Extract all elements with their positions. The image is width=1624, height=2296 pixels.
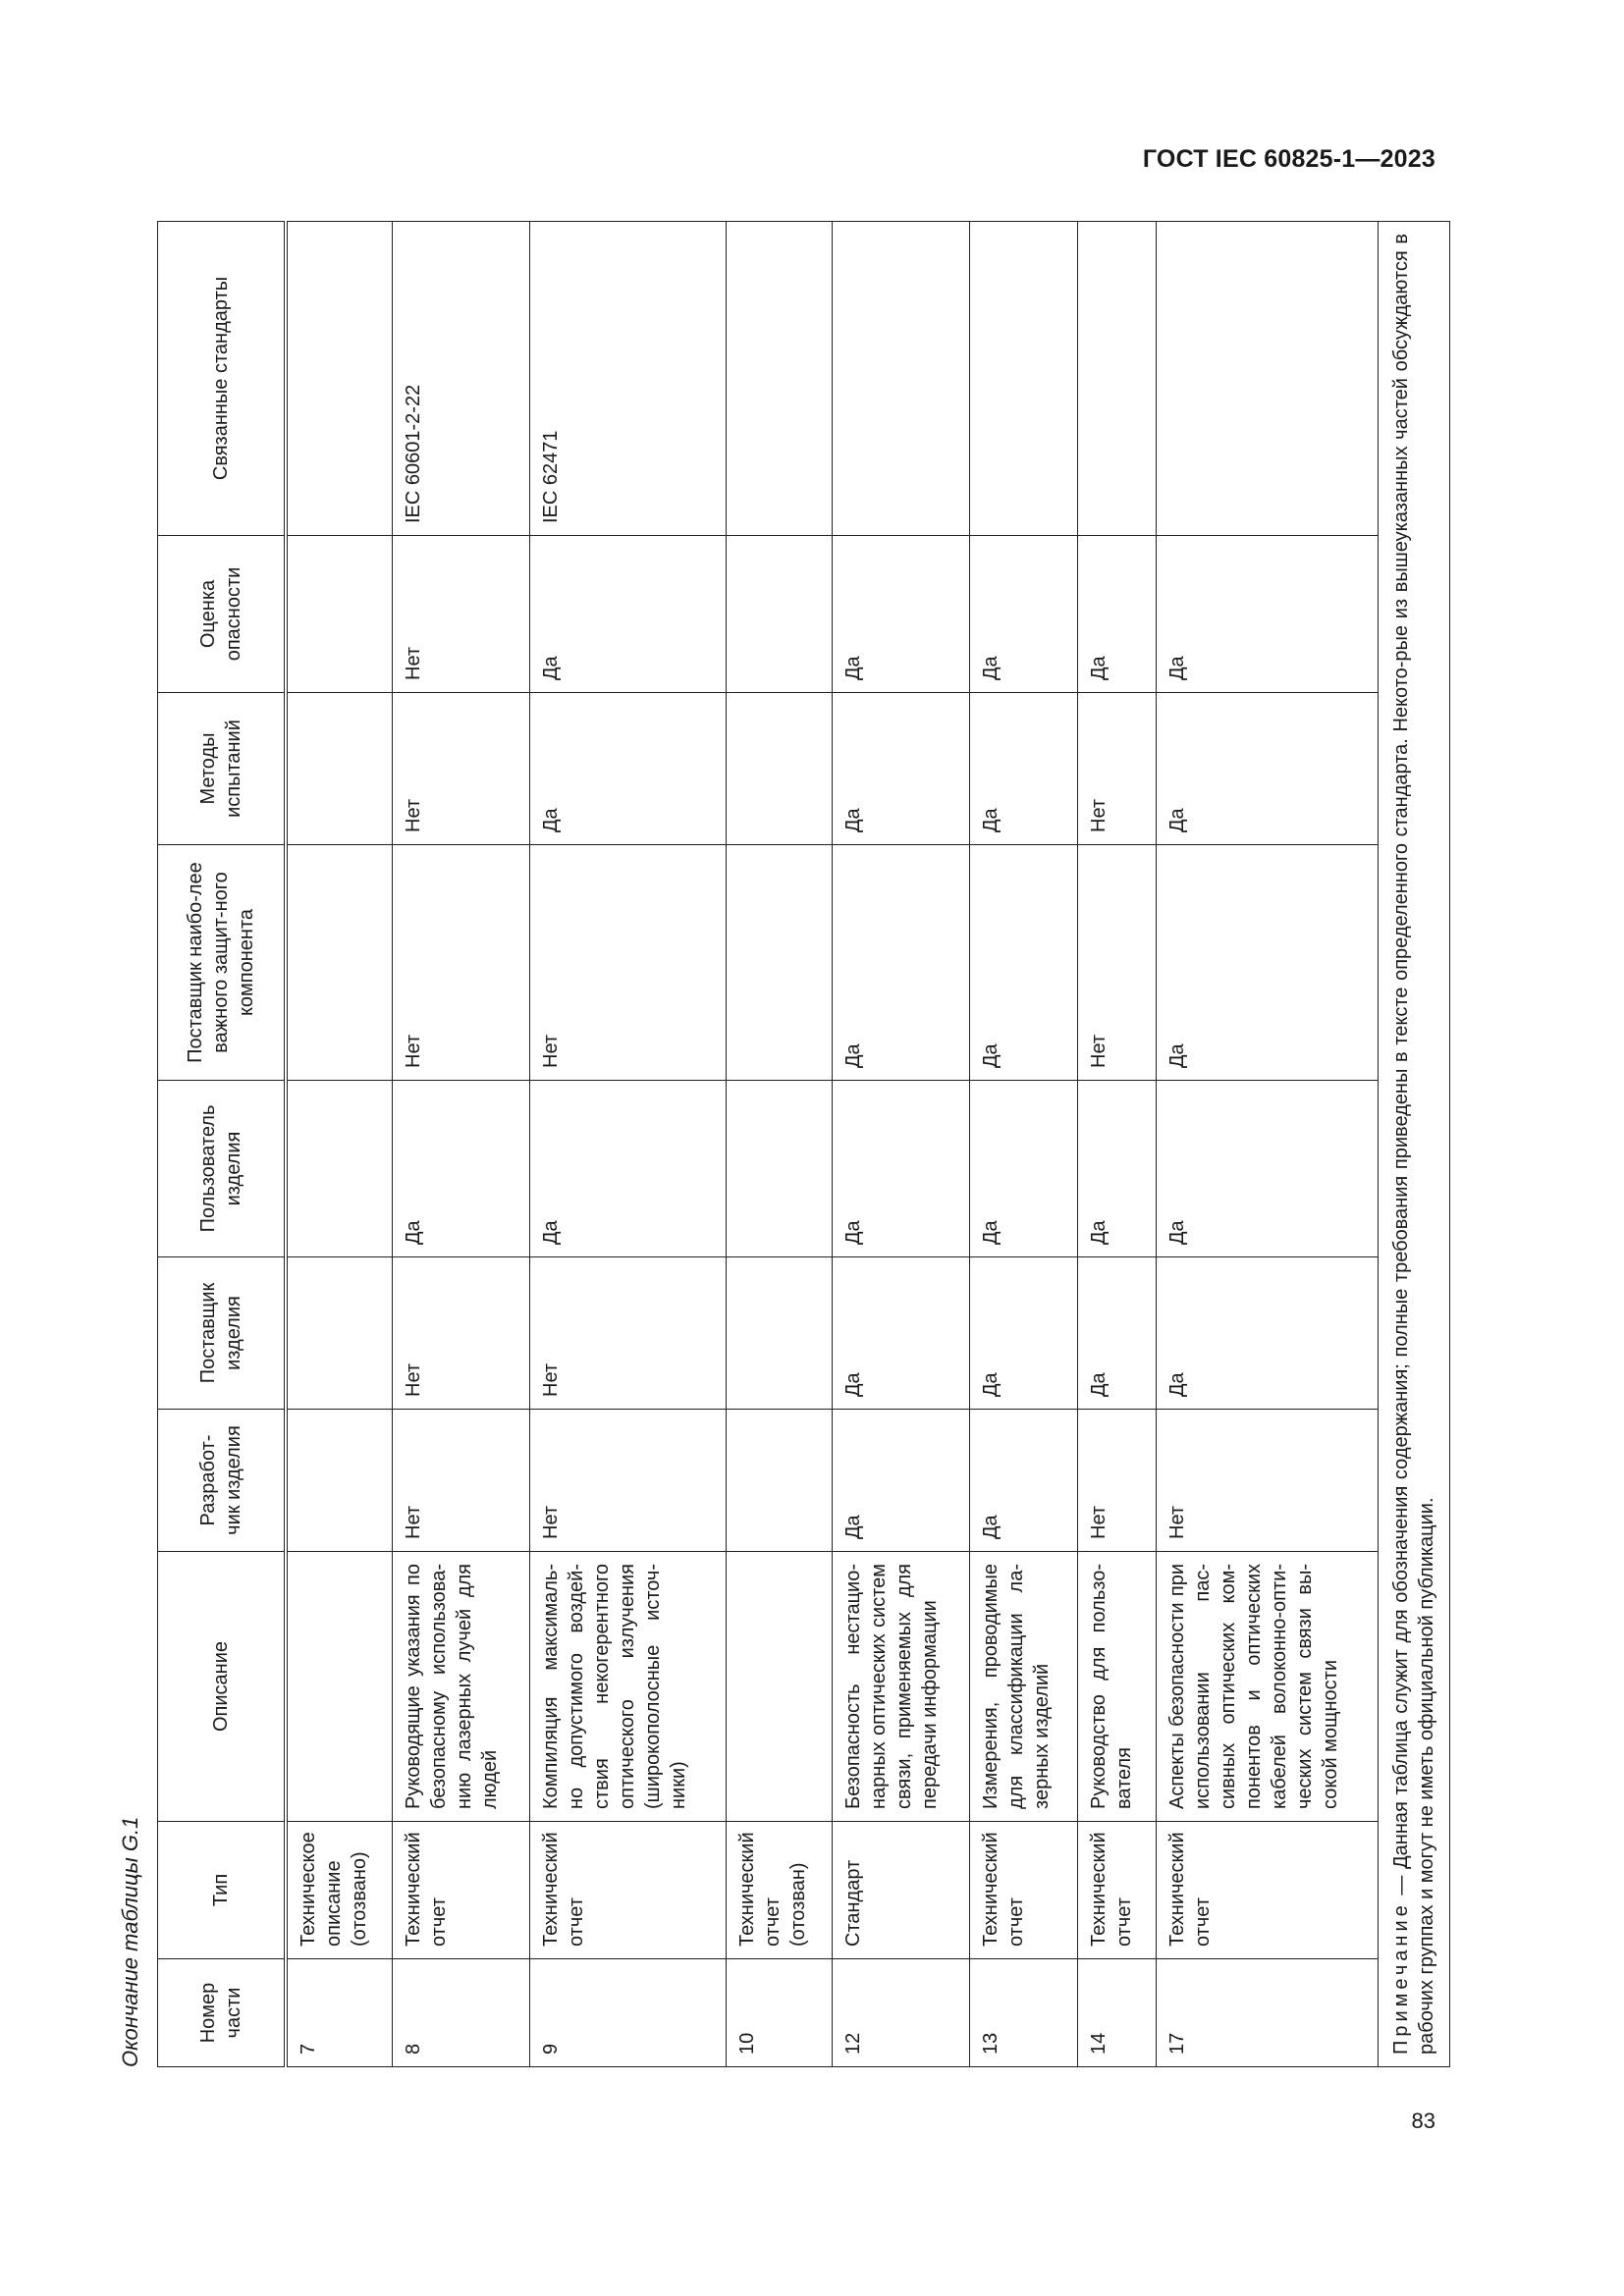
table-cell: Нет [392,845,529,1081]
table-cell: Техническое описание (отозвано) [286,1822,392,1959]
column-header: Пользователь изделия [158,1081,287,1257]
table-cell: 13 [969,1959,1077,2067]
table-cell: Да [529,693,726,845]
table-cell: Да [832,536,969,693]
table-row [286,222,392,2067]
table-cell: IEC 62471 [529,222,726,536]
table-cell: Измерения, проводимые для классификации ла-зерных изделий [969,1552,1077,1822]
table-note [1378,222,1449,2067]
rotated-table-block [106,222,1443,2067]
column-header: Номер части [158,1959,287,2067]
table-cell: 17 [1156,1959,1378,2067]
table-cell: Безопасность нестацио-нарных оптических систем связи, применяемых для передачи информации [832,1552,969,1822]
table-header-row [158,222,287,2067]
table-caption: Окончание таблицы G.1 [118,1816,142,2067]
table-cell: Да [969,536,1077,693]
table-cell [1077,222,1156,536]
table-cell: Технический отчет [1077,1822,1156,1959]
column-header: Описание [158,1552,287,1822]
table-cell [726,1081,832,1257]
table-cell: Нет [529,1410,726,1552]
table-cell: Да [832,1257,969,1410]
table-cell [969,222,1077,536]
table-cell [726,536,832,693]
table-cell: Нет [392,693,529,845]
table-cell: Да [832,845,969,1081]
table-cell: Аспекты безопасности при использовании пас-сивных оптических ком-понентов и оптических кабелей волоконно-опти-ческих систем связи вы-сокой мощности [1156,1552,1378,1822]
table-cell: Да [969,845,1077,1081]
table-cell: Нет [392,1257,529,1410]
table-cell: 9 [529,1959,726,2067]
table-cell: Нет [1077,1410,1156,1552]
table-row [529,222,726,2067]
table-cell: 10 [726,1959,832,2067]
table-row [1077,222,1156,2067]
table-cell: IEC 60601-2-22 [392,222,529,536]
column-header: Оценка опасности [158,536,287,693]
table-cell [832,222,969,536]
table-cell [286,1410,392,1552]
table-cell: Да [529,1081,726,1257]
document-header: ГОСТ IEC 60825-1—2023 [1142,145,1435,173]
table-cell [286,1257,392,1410]
table-cell [1156,222,1378,536]
table-cell [286,536,392,693]
page-number: 83 [1411,2109,1435,2133]
table-row [832,222,969,2067]
column-header: Связанные стандарты [158,222,287,536]
table-cell: Да [1156,845,1378,1081]
table-cell: 7 [286,1959,392,2067]
table-cell: Нет [1156,1410,1378,1552]
table-row [969,222,1077,2067]
table-cell [726,1552,832,1822]
table-cell: 12 [832,1959,969,2067]
column-header: Поставщик изделия [158,1257,287,1410]
table-cell: Руководство для пользо-вателя [1077,1552,1156,1822]
column-header: Поставщик наибо-лее важного защит-ного компонента [158,845,287,1081]
table-cell: Да [392,1081,529,1257]
table-cell: Технический отчет [529,1822,726,1959]
table-cell: Технический отчет (отозван) [726,1822,832,1959]
note-text: Данная таблица служит для обозначения содержания; полные требования приведены в тексте определенного стандарта. Некото-рые из вышеуказанных частей обсуждаются в рабочих группах и могут не иметь официальной публикации. [1389,234,1437,2055]
table-cell: Нет [529,845,726,1081]
table-cell [726,222,832,536]
note-dash: — [1389,1868,1412,1902]
table-cell: Да [969,1410,1077,1552]
table-cell: Нет [1077,693,1156,845]
table-cell: Да [832,1081,969,1257]
table-cell [286,845,392,1081]
table-cell [726,1257,832,1410]
table-cell: Компиляция максималь-но допустимого воздей-ствия некогерентного оптического излучения (широкополосные источ-ники) [529,1552,726,1822]
table-cell: Технический отчет [969,1822,1077,1959]
table-row [726,222,832,2067]
table-cell: Стандарт [832,1822,969,1959]
table-cell: Руководящие указания по безопасному использова-нию лазерных лучей для людей [392,1552,529,1822]
table-cell [286,693,392,845]
table-cell: Да [1156,1257,1378,1410]
column-header: Разработ-чик изделия [158,1410,287,1552]
table-cell: Да [969,693,1077,845]
table-cell: Нет [392,1410,529,1552]
table-cell: Да [832,1410,969,1552]
table-cell: Да [1077,536,1156,693]
data-table [157,221,1450,2067]
column-header: Тип [158,1822,287,1959]
table-cell: Технический отчет [1156,1822,1378,1959]
table-cell: Нет [392,536,529,693]
column-header: Методы испытаний [158,693,287,845]
table-note-row [1378,222,1449,2067]
table-cell: 8 [392,1959,529,2067]
table-cell: Да [1077,1081,1156,1257]
table-cell [726,693,832,845]
table-cell: Да [969,1257,1077,1410]
table-cell: Да [1156,536,1378,693]
table-cell: Нет [1077,845,1156,1081]
table-row [392,222,529,2067]
note-label: Примечание [1389,1901,1412,2055]
table-cell [726,1410,832,1552]
table-cell: Да [832,693,969,845]
table-cell: Да [1156,693,1378,845]
table-cell: Да [1077,1257,1156,1410]
table-cell: Нет [529,1257,726,1410]
table-cell [286,1552,392,1822]
table-cell: 14 [1077,1959,1156,2067]
table-cell: Да [1156,1081,1378,1257]
table-cell [726,845,832,1081]
table-cell [286,222,392,536]
table-cell: Да [529,536,726,693]
table-row [1156,222,1378,2067]
table-cell: Технический отчет [392,1822,529,1959]
table-cell [286,1081,392,1257]
table-cell: Да [969,1081,1077,1257]
